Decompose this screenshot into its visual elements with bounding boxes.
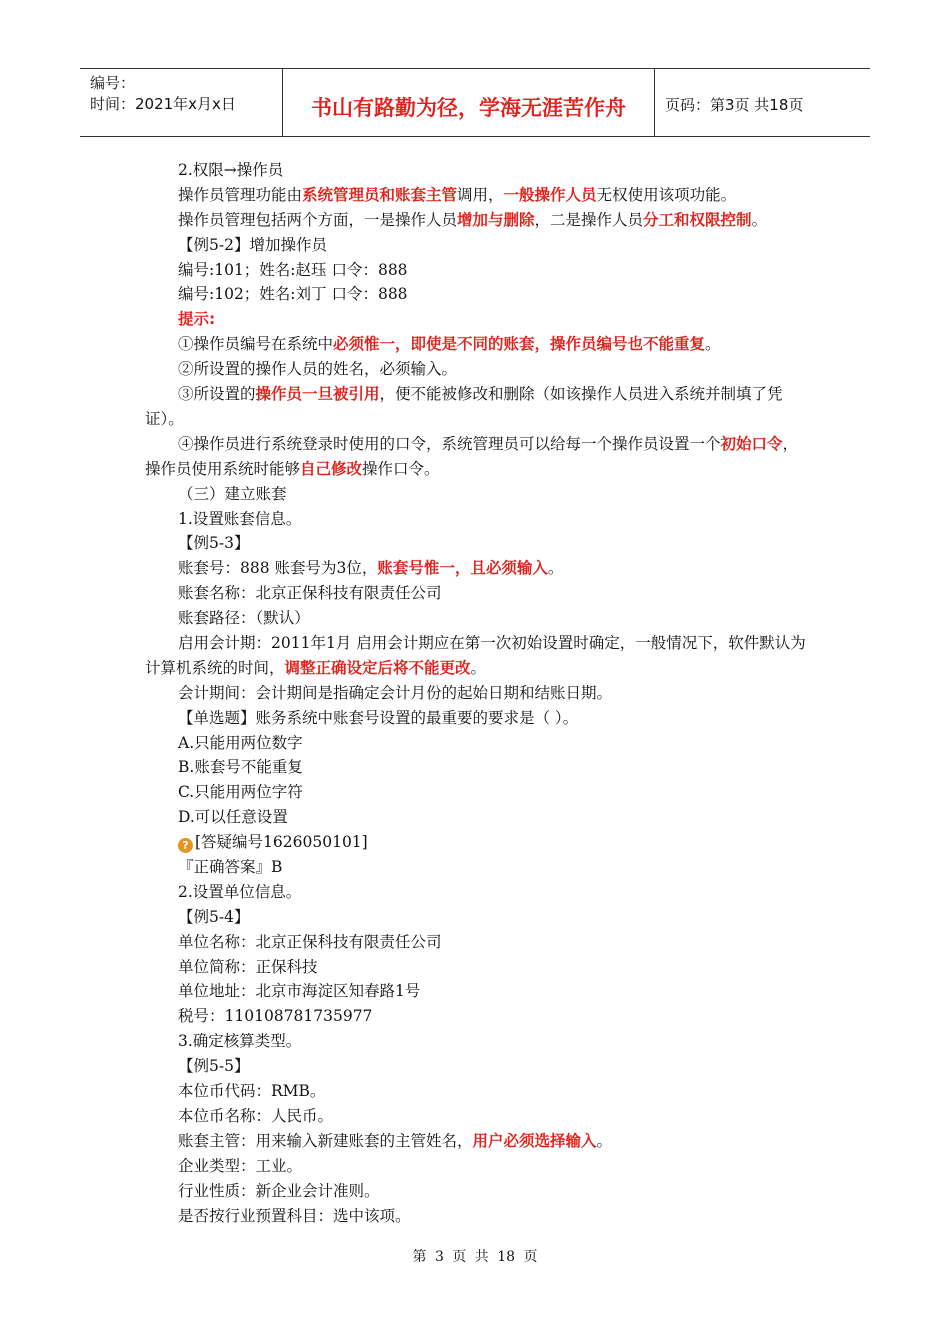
body-text: （三）建立账套 bbox=[178, 484, 287, 503]
header-page-cell bbox=[655, 69, 870, 136]
text-line bbox=[145, 731, 810, 756]
body-text: 【例5-2】增加操作员 bbox=[178, 235, 327, 254]
motto: 书山有路勤为径，学海无涯苦作舟 bbox=[311, 96, 626, 120]
body-text: ，便不能被修改和删除（如该操作人员进入系统并制填了凭证）。 bbox=[145, 385, 783, 428]
body-text: 账套名称：北京正保科技有限责任公司 bbox=[178, 584, 442, 603]
emphasis-text: 分工和权限控制 bbox=[643, 210, 752, 229]
body-text: 账套主管：用来输入新建账套的主管姓名， bbox=[178, 1131, 473, 1150]
text-line bbox=[145, 1004, 810, 1029]
body-text: B.账套号不能重复 bbox=[178, 758, 303, 777]
emphasis-text: 初始口令 bbox=[720, 434, 783, 453]
text-line bbox=[145, 282, 810, 307]
text-line bbox=[145, 805, 810, 830]
body-text: 单位简称：正保科技 bbox=[178, 957, 318, 976]
body-text: 【例5-5】 bbox=[178, 1057, 250, 1076]
text-line bbox=[145, 830, 810, 855]
body-text: 编号:101；姓名:赵珏 口令：888 bbox=[178, 260, 408, 279]
text-line bbox=[145, 258, 810, 283]
text-line bbox=[145, 482, 810, 507]
body-text: 启用会计期：2011年1月 启用会计期应在第一次初始设置时确定，一般情况下，软件默认为计算机系统的时间， bbox=[145, 633, 806, 677]
body-text: 2.设置单位信息。 bbox=[178, 882, 302, 901]
body-text: 【单选题】账务系统中账套号设置的最重要的要求是（ ）。 bbox=[178, 708, 579, 727]
emphasis-text: 必须惟一，即使是不同的账套，操作员编号也不能重复 bbox=[333, 335, 706, 354]
body-text: 。 bbox=[705, 335, 721, 354]
text-line bbox=[145, 755, 810, 780]
text-line bbox=[145, 158, 810, 183]
text-line bbox=[145, 531, 810, 556]
text-line bbox=[145, 606, 810, 631]
text-line bbox=[145, 357, 810, 382]
body-text: 3.确定核算类型。 bbox=[178, 1032, 302, 1051]
body-text: D.可以任意设置 bbox=[178, 808, 288, 827]
body-text: 【例5-4】 bbox=[178, 907, 250, 926]
text-line bbox=[145, 581, 810, 606]
body-text: C.只能用两位字符 bbox=[178, 783, 303, 802]
body-text: 企业类型：工业。 bbox=[178, 1156, 303, 1175]
text-line bbox=[145, 1054, 810, 1079]
text-line bbox=[145, 1079, 810, 1104]
body-text: 账套号：888 账套号为3位， bbox=[178, 559, 378, 578]
text-line bbox=[145, 233, 810, 258]
body-text: ，二是操作人员 bbox=[534, 210, 644, 229]
emphasis-text: 增加与删除 bbox=[457, 210, 535, 229]
text-line bbox=[145, 507, 810, 532]
body-text: 账套路径：（默认） bbox=[178, 609, 310, 628]
body-text: 2.权限→操作员 bbox=[178, 161, 284, 179]
text-line bbox=[145, 208, 810, 233]
body-text: 。 bbox=[596, 1131, 613, 1150]
text-line bbox=[145, 432, 810, 482]
text-line bbox=[145, 905, 810, 930]
emphasis-text: 系统管理员和账套主管 bbox=[302, 185, 458, 204]
help-question-icon[interactable]: ? bbox=[178, 838, 193, 853]
body-text: 调用， bbox=[457, 185, 504, 204]
body-text: ④操作员进行系统登录时使用的口令，系统管理员可以给每一个操作员设置一个 bbox=[178, 434, 721, 453]
text-line bbox=[145, 855, 810, 880]
body-text: 1.设置账套信息。 bbox=[178, 509, 302, 528]
text-line bbox=[145, 1179, 810, 1204]
doc-date: 时间：2021年x月x日 bbox=[90, 95, 236, 113]
body-text: ①操作员编号在系统中 bbox=[178, 335, 334, 354]
text-line bbox=[145, 706, 810, 731]
emphasis-text: 调整正确设定后将不能更改 bbox=[284, 658, 471, 677]
body-text: 单位地址：北京市海淀区知春路1号 bbox=[178, 982, 421, 1001]
emphasis-text: 提示: bbox=[178, 310, 216, 329]
text-line bbox=[145, 681, 810, 706]
body-text: ②所设置的操作人员的姓名，必须输入。 bbox=[178, 360, 458, 379]
text-line bbox=[145, 1154, 810, 1179]
text-line bbox=[145, 307, 810, 332]
body-text: 单位名称：北京正保科技有限责任公司 bbox=[178, 932, 442, 951]
body-text: 是否按行业预置科目：选中该项。 bbox=[178, 1206, 411, 1225]
body-text: 行业性质：新企业会计准则。 bbox=[178, 1181, 380, 1200]
body-text: 操作口令。 bbox=[362, 459, 440, 478]
text-line bbox=[145, 979, 810, 1004]
text-line bbox=[145, 780, 810, 805]
body-text: 编号:102；姓名:刘丁 口令：888 bbox=[178, 285, 408, 304]
body-text: 本位币代码：RMB。 bbox=[178, 1082, 326, 1101]
text-line bbox=[145, 930, 810, 955]
emphasis-text: 自己修改 bbox=[300, 459, 363, 478]
body-text: 本位币名称：人民币。 bbox=[178, 1106, 334, 1125]
text-line bbox=[145, 556, 810, 581]
body-text: 【例5-3】 bbox=[178, 534, 250, 553]
body-text: 无权使用该项功能。 bbox=[596, 185, 737, 204]
body-text: [答疑编号1626050101] bbox=[195, 833, 368, 852]
page-header bbox=[80, 68, 870, 137]
text-line bbox=[145, 332, 810, 357]
body-text: 会计期间：会计期间是指确定会计月份的起始日期和结账日期。 bbox=[178, 683, 613, 702]
body-text: 操作员管理包括两个方面，一是操作人员 bbox=[178, 210, 458, 229]
document-body bbox=[145, 158, 810, 1228]
header-motto-cell bbox=[283, 69, 655, 136]
body-text: ，操作员使用系统时能够 bbox=[145, 434, 799, 478]
body-text: 税号：110108781735977 bbox=[178, 1007, 373, 1026]
text-line bbox=[145, 183, 810, 208]
emphasis-text: 账套号惟一，且必须输入 bbox=[377, 559, 548, 578]
doc-number-label: 编号： bbox=[90, 74, 136, 92]
header-meta-cell bbox=[80, 69, 283, 136]
text-line bbox=[145, 1029, 810, 1054]
text-line bbox=[145, 1104, 810, 1129]
body-text: 。 bbox=[547, 559, 564, 578]
text-line bbox=[145, 1204, 810, 1229]
body-text: 操作员管理功能由 bbox=[178, 185, 303, 204]
body-text: ③所设置的 bbox=[178, 385, 256, 404]
header-page-number: 页码：第3页 共18页 bbox=[665, 96, 804, 114]
text-line bbox=[145, 382, 810, 432]
text-line bbox=[145, 631, 810, 681]
emphasis-text: 一般操作人员 bbox=[503, 185, 597, 204]
body-text: 。 bbox=[470, 658, 487, 677]
text-line bbox=[145, 880, 810, 905]
emphasis-text: 操作员一旦被引用 bbox=[255, 385, 380, 404]
page-footer: 第 3 页 共 18 页 bbox=[412, 1249, 538, 1265]
body-text: 。 bbox=[751, 210, 768, 229]
emphasis-text: 用户必须选择输入 bbox=[472, 1131, 597, 1150]
text-line bbox=[145, 955, 810, 980]
body-text: 『正确答案』B bbox=[178, 858, 283, 877]
body-text: A.只能用两位数字 bbox=[178, 733, 303, 752]
text-line bbox=[145, 1129, 810, 1154]
